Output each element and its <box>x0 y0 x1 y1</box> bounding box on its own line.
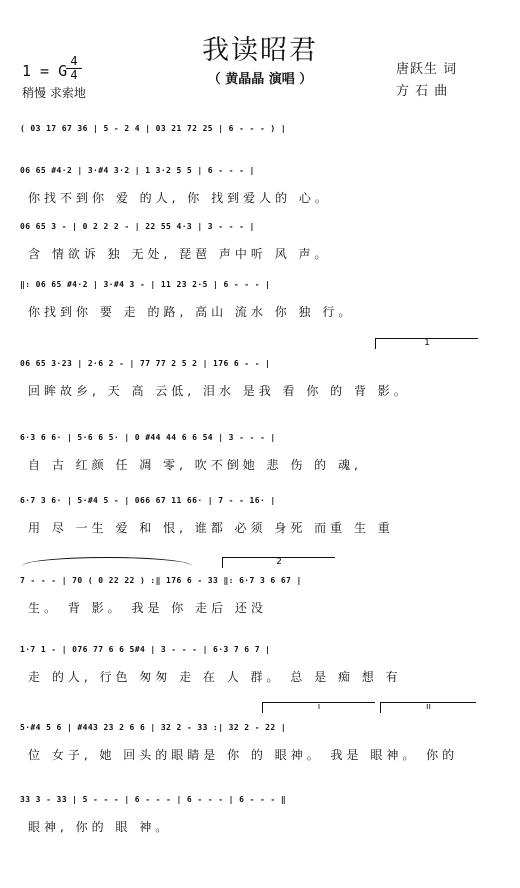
meter-bottom: 4 <box>70 68 78 82</box>
composer-credit: 方 石 曲 <box>396 84 449 99</box>
note-line: ( 03 17 67 36 | 5 - 2 4 | 03 21 72 25 | 6 - - - ) | <box>20 124 287 133</box>
note-line: 06 65 3 - | 0 2 2 2 - | 22 55 4·3 | 3 - - - | <box>20 222 255 231</box>
lyric-line: 眼神, 你的 眼 神。 <box>28 820 172 834</box>
lyric-line: 生。 背 影。 我是 你 走后 还没 <box>28 601 267 615</box>
volta-label: 2 <box>276 557 282 567</box>
lyric-line: 含 情欲诉 独 无处, 琵琶 声中听 风 声。 <box>28 247 331 261</box>
note-line: 7 - - - | 70 ( 0 22 22 ) :‖ 176 6 - 33 ‖: 6·7 3 6 67 | <box>20 576 302 585</box>
lyricist-credit: 唐跃生 词 <box>396 62 458 77</box>
lyric-line: 你找到你 要 走 的路, 高山 流水 你 独 行。 <box>28 305 355 319</box>
singer-credit: （ 黄晶晶 演唱 ） <box>207 72 313 87</box>
volta-label: i <box>317 702 321 712</box>
tempo-marking: 稍慢 求索地 <box>22 86 86 100</box>
time-signature <box>66 55 82 82</box>
lyric-line: 走 的人, 行色 匆匆 走 在 人 群。 总 是 痴 想 有 <box>28 670 402 684</box>
lyric-line: 用 尽 一生 爱 和 恨, 谁都 必须 身死 而重 生 重 <box>28 521 394 535</box>
note-line: 06 65 #4·2 | 3·#4 3·2 | 1 3·2 5 5 | 6 - - - | <box>20 166 255 175</box>
lyric-line: 回眸故乡, 天 高 云低, 泪水 是我 看 你 的 背 影。 <box>28 384 410 398</box>
note-line: 1·7 1 - | 076 77 6 6 5#4 | 3 - - - | 6·3 7 6 7 | <box>20 645 271 654</box>
note-line: 6·7 3 6· | 5·#4 5 - | 066 67 11 66· | 7 - - 16· | <box>20 496 276 505</box>
note-line: 33 3 - 33 | 5 - - - | 6 - - - | 6 - - - | 6 - - - ‖ <box>20 795 287 804</box>
page-title: 我读昭君 <box>202 35 318 66</box>
note-line: ‖: 06 65 #4·2 | 3·#4 3 - | 11 23 2·5 | 6 - - - | <box>20 280 271 289</box>
lyric-line: 自 古 红颜 任 凋 零, 吹不倒她 悲 伤 的 魂, <box>28 458 362 472</box>
volta-label: 1 <box>424 338 430 348</box>
lyric-line: 你找不到你 爱 的人, 你 找到爱人的 心。 <box>28 191 331 205</box>
meter-top: 4 <box>66 55 82 69</box>
slur-mark <box>22 557 192 566</box>
volta-bracket <box>380 702 476 713</box>
volta-bracket <box>262 702 375 713</box>
note-line: 06 65 3·23 | 2·6 2 - | 77 77 2 5 2 | 176 6 - - | <box>20 359 271 368</box>
note-line: 6·3 6 6· | 5·6 6 5· | 0 #44 44 6 6 54 | 3 - - - | <box>20 433 276 442</box>
volta-bracket <box>375 338 478 349</box>
note-line: 5·#4 5 6 | #443 23 2 6 6 | 32 2 - 33 :| 32 2 - 22 | <box>20 723 287 732</box>
lyric-line: 位 女子, 她 回头的眼睛是 你 的 眼神。 我是 眼神。 你的 <box>28 748 459 762</box>
volta-label: ii <box>425 702 431 712</box>
key-signature: 1 = G <box>22 62 68 80</box>
